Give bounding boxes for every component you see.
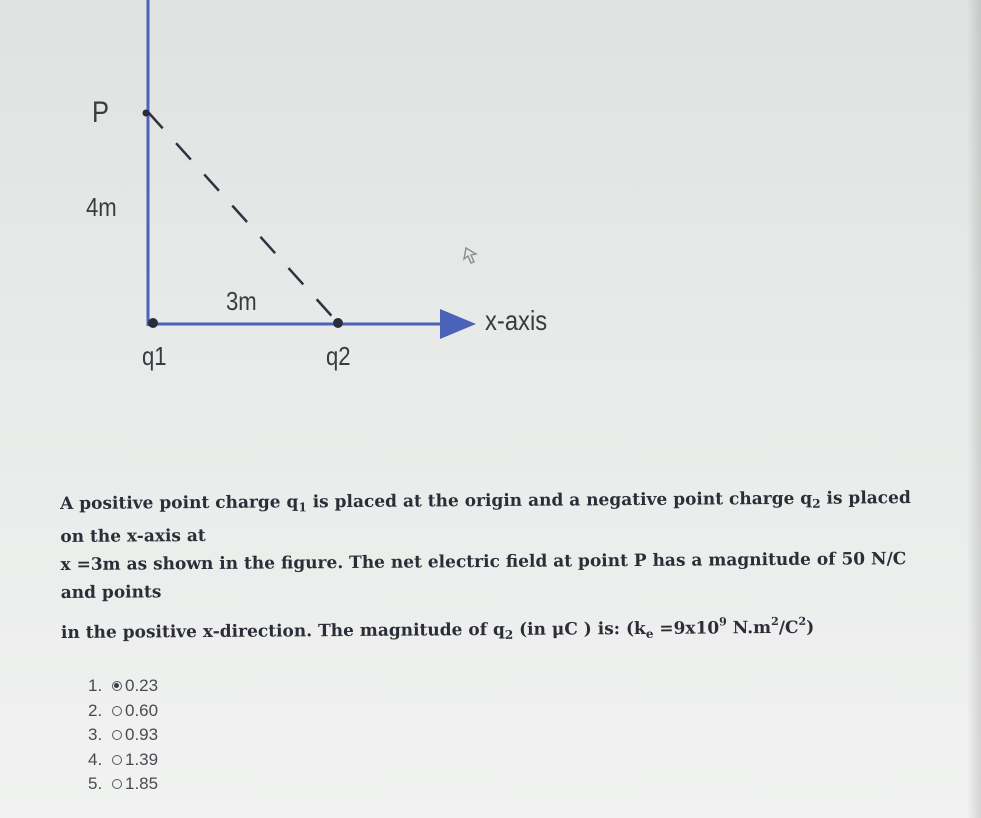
radio-button[interactable] — [112, 779, 122, 789]
horizontal-distance-label: 3m — [226, 286, 257, 316]
question-line-2: on the x-axis at — [60, 525, 206, 547]
charge2-label: q2 — [326, 341, 351, 371]
answer-options — [88, 674, 158, 797]
question-line-5: in the positive x-direction. The magnitude of $q_2$ (in μC ) is: ($k_e =9x10^9$ $N.m^2/C^2$) — [60, 614, 815, 643]
question-line-4: and points — [60, 582, 162, 603]
radio-button[interactable] — [112, 755, 122, 765]
cursor-icon — [464, 248, 476, 263]
point-p-label: P — [92, 96, 110, 129]
option-value: 0.60 — [125, 700, 159, 720]
option-2[interactable]: 2. 0.60 — [88, 699, 158, 724]
option-5[interactable]: 5. 1.85 — [88, 772, 158, 797]
x-axis-label: x-axis — [485, 305, 548, 336]
question-line-1: A positive point charge $q_1$ is placed at the origin and a negative point charge $q_2$ is placed — [60, 488, 911, 515]
question-text — [60, 484, 971, 652]
charge2-dot — [333, 318, 343, 328]
option-value: 1.39 — [125, 749, 159, 769]
option-value: 0.23 — [125, 676, 159, 695]
radio-button[interactable] — [112, 706, 122, 716]
radio-button[interactable] — [112, 730, 122, 740]
charge1-dot — [148, 318, 158, 328]
option-value: 1.85 — [125, 774, 159, 793]
option-1[interactable]: 1. 0.23 — [88, 674, 158, 699]
option-4[interactable]: 4. 1.39 — [88, 748, 158, 773]
screen-edge — [967, 0, 981, 818]
radio-button-selected[interactable] — [112, 681, 122, 691]
charge1-label: q1 — [142, 341, 167, 371]
option-value: 0.93 — [125, 725, 159, 744]
question-line-3: x =3m as shown in the figure. The net electric field at point P has a magnitude of 50 N/C — [60, 549, 907, 575]
point-p-dot — [143, 110, 150, 117]
vertical-distance-label: 4m — [86, 192, 117, 222]
option-3[interactable]: 3. 0.93 — [88, 723, 158, 748]
